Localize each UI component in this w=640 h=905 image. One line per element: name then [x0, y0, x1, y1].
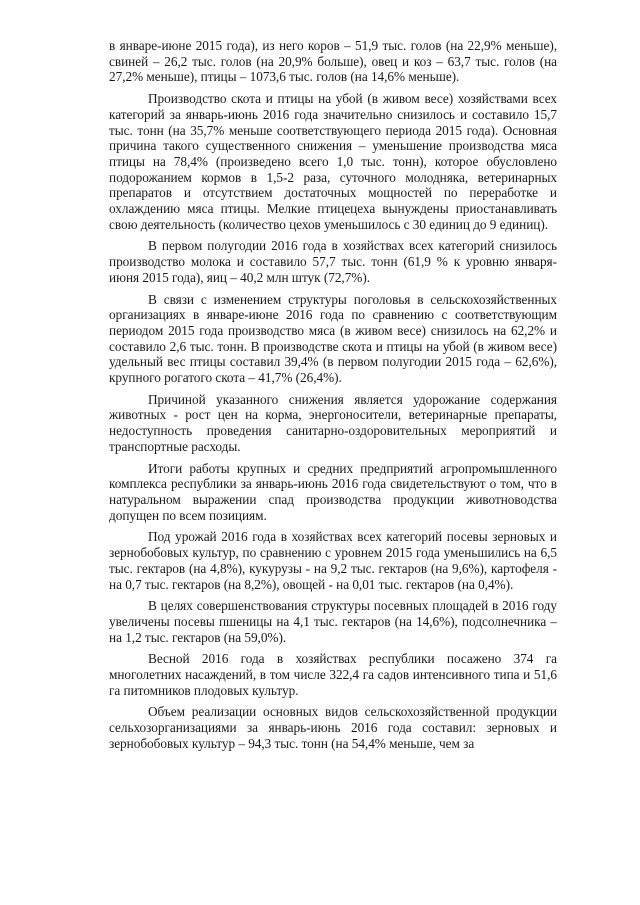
- paragraph-perennial-plantings: Весной 2016 года в хозяйствах республики посажено 374 га многолетних насаждений, в том числе 322,4 га садов интенсивного типа и 51,6 га питомников плодовых культур.: [109, 651, 557, 698]
- paragraph-sowing-structure: В целях совершенствования структуры посевных площадей в 2016 году увеличены посевы пшеницы на 4,1 тыс. гектаров (на 14,6%), подсолнечника – на 1,2 тыс. гектаров (на 59,0%).: [109, 598, 557, 645]
- document-body: [109, 38, 557, 758]
- paragraph-livestock-production: Производство скота и птицы на убой (в живом весе) хозяйствами всех категорий за январь-июнь 2016 года значительно снизилось и составило 15,7 тыс. тонн (на 35,7% меньше соответствующего периода 2015 года). Основная причина такого существенного снижения – уменьшение производства мяса птицы на 78,4% (произведено всего 1,0 тыс. тонн), которое обусловлено подорожанием кормов в 1,5-2 раза, суточного молодняка, ветеринарных препаратов и отсутствием достаточных мощностей по переработке и охлаждению мяса птицы. Мелкие птицецеха вынуждены приостанавливать свою деятельность (количество цехов уменьшилось с 30 единиц до 9 единиц).: [109, 91, 557, 232]
- paragraph-sales-volume: Объем реализации основных видов сельскохозяйственной продукции сельхозорганизациями за январь-июнь 2016 года составил: зерновых и зернобобовых культур – 94,3 тыс. тонн (на 54,4% меньше, чем за: [109, 704, 557, 751]
- paragraph-agri-organizations: В связи с изменением структуры поголовья в сельскохозяйственных организациях в январе-июне 2016 года по сравнению с соответствующим периодом 2015 года производство мяса (в живом весе) снизилось на 62,2% и составило 2,6 тыс. тонн. В производстве скота и птицы на убой (в живом весе) удельный вес птицы составил 39,4% (в первом полугодии 2015 года – 62,6%), крупного рогатого скота – 41,7% (26,4%).: [109, 291, 557, 386]
- paragraph-milk-eggs: В первом полугодии 2016 года в хозяйствах всех категорий снизилось производство молока и составило 57,7 тыс. тонн (61,9 % к уровню января-июня 2015 года), яиц – 40,2 млн штук (72,7%).: [109, 238, 557, 285]
- paragraph-enterprise-results: Итоги работы крупных и средних предприятий агропромышленного комплекса республики за январь-июнь 2016 года свидетельствуют о том, что в натуральном выражении спад производства продукции животноводства допущен по всем позициям.: [109, 460, 557, 523]
- paragraph-continuation: в январе-июне 2015 года), из него коров – 51,9 тыс. голов (на 22,9% меньше), свиней – 26,2 тыс. голов (на 20,9% больше), овец и коз – 63,7 тыс. голов (на 27,2% меньше), птицы – 1073,6 тыс. голов (на 14,6% меньше).: [109, 38, 557, 85]
- paragraph-decline-reason: Причиной указанного снижения является удорожание содержания животных - рост цен на корма, энергоносители, ветеринарные препараты, недоступность проведения санитарно-оздоровительных мероприятий и транспортные расходы.: [109, 391, 557, 454]
- paragraph-crop-sowing: Под урожай 2016 года в хозяйствах всех категорий посевы зерновых и зернобобовых культур, по сравнению с уровнем 2015 года уменьшились на 6,5 тыс. гектаров (на 4,8%), кукурузы - на 9,2 тыс. гектаров (на 9,6%), картофеля - на 0,7 тыс. гектаров (на 8,2%), овощей - на 0,01 тыс. гектаров (на 0,4%).: [109, 529, 557, 592]
